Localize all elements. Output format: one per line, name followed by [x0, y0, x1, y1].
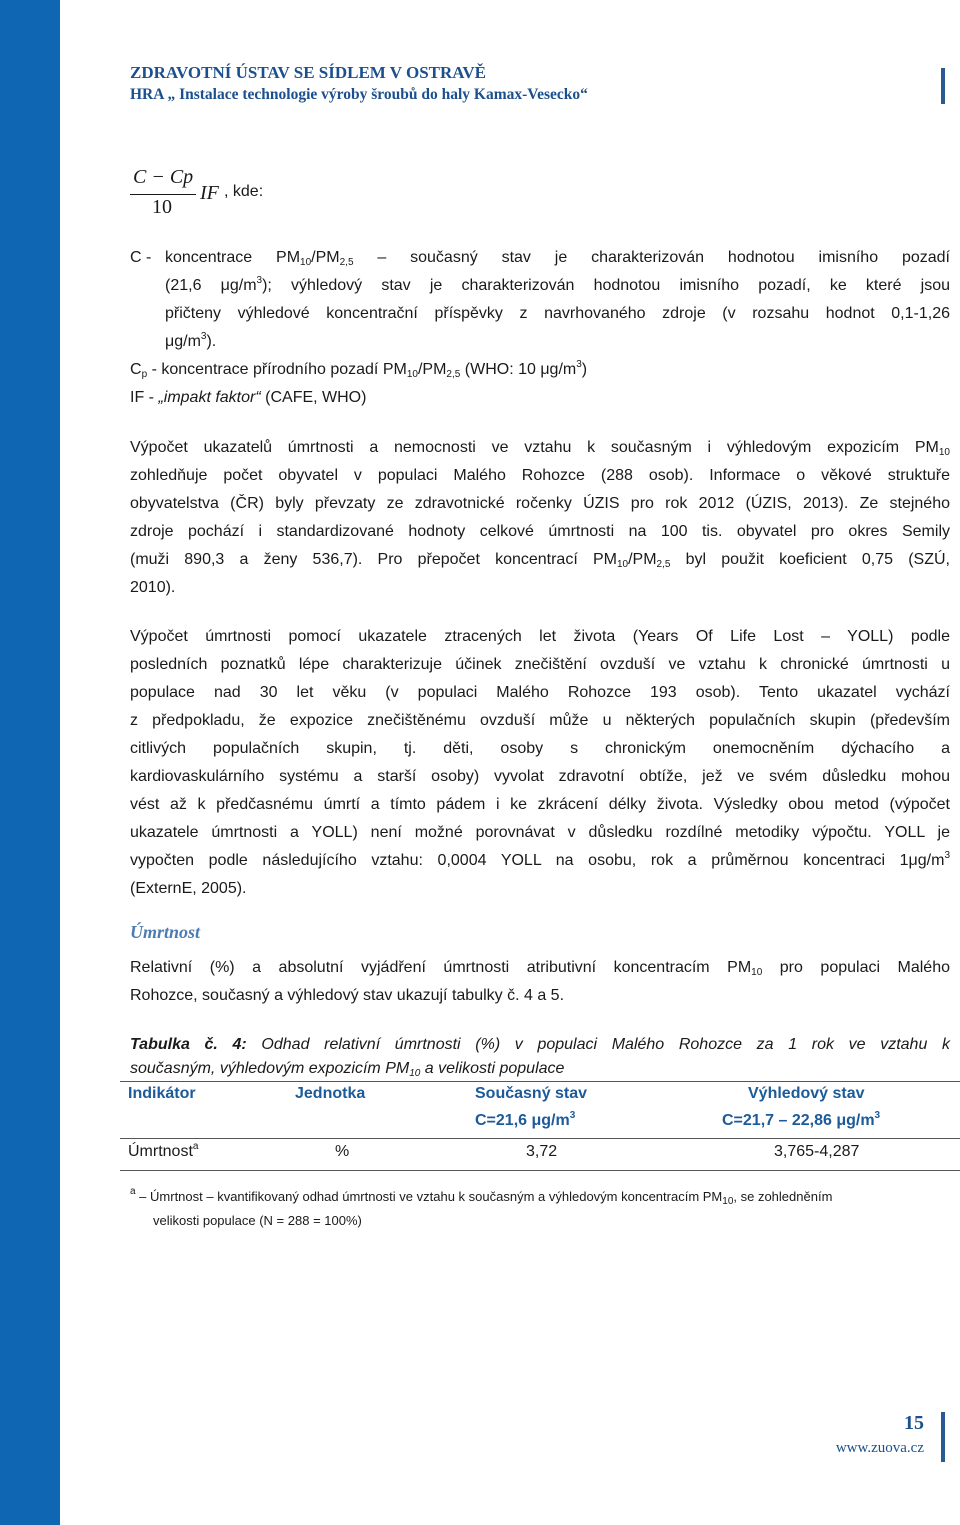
footnote-line-1: $^a$ – Úmrtnost – kvantifikovaný odhad úmrtnosti ve vztahu k současným a výhledovým koncentracím $PM_{10}$, se zohledněním [130, 1186, 833, 1207]
left-sidebar-stripe [0, 0, 60, 1525]
formula-fraction-line [130, 194, 196, 195]
table-header-indikator: Indikátor [128, 1085, 196, 1102]
para2-line-9: vypočten podle následujícího vztahu: 0,0004 YOLL na osobu, rok a průměrnou koncentraci $1\mu g/m^3$ [130, 850, 950, 869]
table-caption-line-1: Tabulka č. 4: Odhad relativní úmrtnosti (%) v populaci Malého Rohozce za 1 rok ve vztahu k [130, 1036, 951, 1053]
table-caption-line-2: současným, výhledovým expozicím $PM_{10}$ a velikosti populace [130, 1060, 565, 1079]
table-top-rule [120, 1081, 960, 1082]
table-subheader-soucasny: C=21,6 $\mu g/m^3$ [475, 1110, 576, 1129]
table-caption-label: Tabulka č. 4: [130, 1036, 247, 1053]
para3-line-1: Relativní (%) a absolutní vyjádření úmrtnosti atributivní koncentracím $PM_{10}$ pro populaci Malého [130, 959, 951, 978]
para2-line-5: citlivých populačních skupin, tj. děti, osoby s chronickým onemocněním dýchacího a [130, 740, 950, 757]
def-c-line-4: $\mu g/m^3$). [165, 331, 217, 350]
para2-line-1: Výpočet úmrtnosti pomocí ukazatele ztracených let života (Years Of Life Lost – YOLL) podle [130, 628, 950, 645]
formula-numerator: C − Cp [133, 166, 194, 188]
table-bottom-rule [120, 1170, 960, 1171]
table-header-rule [120, 1138, 960, 1139]
para3-line-2: Rohozce, současný a výhledový stav ukazují tabulky č. 4 a 5. [130, 987, 565, 1004]
table-cell-indikator: Úmrtnost$^a$ [128, 1141, 199, 1160]
para1-line-6: 2010). [130, 579, 176, 596]
table-header-soucasny: Současný stav [475, 1085, 588, 1102]
table-header-jednotka: Jednotka [295, 1085, 366, 1102]
formula-suffix: , kde: [224, 183, 264, 200]
para1-line-1: Výpočet ukazatelů úmrtnosti a nemocnosti ve vztahu k současným i výhledovým expozicím $PM_{10}$ [130, 439, 950, 458]
para1-line-5: (muži 890,3 a ženy 536,7). Pro přepočet koncentrací $PM_{10}/PM_{2,5}$ byl použit koeficient 0,75 (SZÚ, [130, 551, 951, 570]
header-institution: ZDRAVOTNÍ ÚSTAV SE SÍDLEM V OSTRAVĚ [130, 63, 487, 82]
formula-factor: IF [200, 182, 219, 204]
footer-accent-bar [941, 1412, 945, 1462]
def-c-line-3: přičteny výhledové koncentrační příspěvky z navrhovaného zdroje (v rozsahu hodnot 0,1-1,26 [165, 305, 950, 322]
footnote-mark: a [130, 1186, 136, 1197]
para2-line-10: (ExternE, 2005). [130, 880, 247, 897]
table-cell-soucasny: 3,72 [526, 1143, 558, 1160]
table-cell-jednotka: % [335, 1143, 350, 1160]
def-c-label: C - [130, 249, 152, 266]
para2-line-4: z předpokladu, že expozice znečištěnému ovzduší může u některých populačních skupin (především [130, 712, 950, 729]
para1-line-4: zdroje pochází i standardizované hodnoty celkové úmrtnosti na 100 tis. obyvatel pro okres Semily [130, 523, 950, 540]
formula [130, 166, 290, 226]
table-cell-vyhledovy: 3,765-4,287 [774, 1143, 860, 1160]
def-cp: $C_p$ - koncentrace přírodního pozadí $PM_{10}/PM_{2,5}$ (WHO: 10 $\mu g/m^3$) [130, 359, 588, 380]
footer-url: www.zuova.cz [835, 1440, 924, 1456]
def-if: IF - „impakt faktor“ (CAFE, WHO) [130, 389, 367, 406]
page-number: 15 [904, 1412, 924, 1434]
para2-line-8: ukazatele úmrtnosti a YOLL) není možné porovnávat v důsledku rozdílné metodiky výpočtu. YOLL je [130, 824, 950, 841]
header-accent-bar [941, 68, 945, 104]
para2-line-6: kardiovaskulárního systému a starší osoby) vyvolat zdravotní obtíže, jež ve svém důsledku mohou [130, 768, 950, 785]
table-header-vyhledovy: Výhledový stav [748, 1085, 865, 1102]
para2-line-3: populace nad 30 let věku (v populaci Malého Rohozce 193 osob). Tento ukazatel vychází [130, 684, 950, 701]
para2-line-2: posledních poznatků lépe charakterizuje účinek znečištění ovzduší ve vztahu k chronické úmrtnosti u [130, 656, 950, 673]
footnote-line-2: velikosti populace (N = 288 = 100%) [153, 1213, 362, 1228]
def-c-line-2: (21,6 $\mu g/m^3$); výhledový stav je charakterizován hodnotou imisního pozadí, ke které jsou [165, 275, 951, 294]
header-document-title: HRA „ Instalace technologie výroby šroubů do haly Kamax-Vesecko“ [130, 86, 588, 103]
table-subheader-vyhledovy: C=21,7 – 22,86 $\mu g/m^3$ [722, 1110, 881, 1129]
def-c-line-1: koncentrace $PM_{10}/PM_{2,5}$ – současný stav je charakterizován hodnotou imisního pozadí [165, 249, 950, 268]
para1-line-2: zohledňuje počet obyvatel v populaci Malého Rohozce (288 osob). Informace o věkové struktuře [130, 467, 950, 484]
para1-line-3: obyvatelstva (ČR) byly převzaty ze zdravotnické ročenky ÚZIS pro rok 2012 (ÚZIS, 2013). Ze stejného [130, 495, 950, 512]
section-title: Úmrtnost [130, 922, 201, 942]
formula-denominator: 10 [152, 196, 172, 218]
para2-line-7: vést až k předčasnému úmrtí a tímto pádem i ke zkrácení délky života. Výsledky obou metod (výpočet [130, 796, 950, 813]
